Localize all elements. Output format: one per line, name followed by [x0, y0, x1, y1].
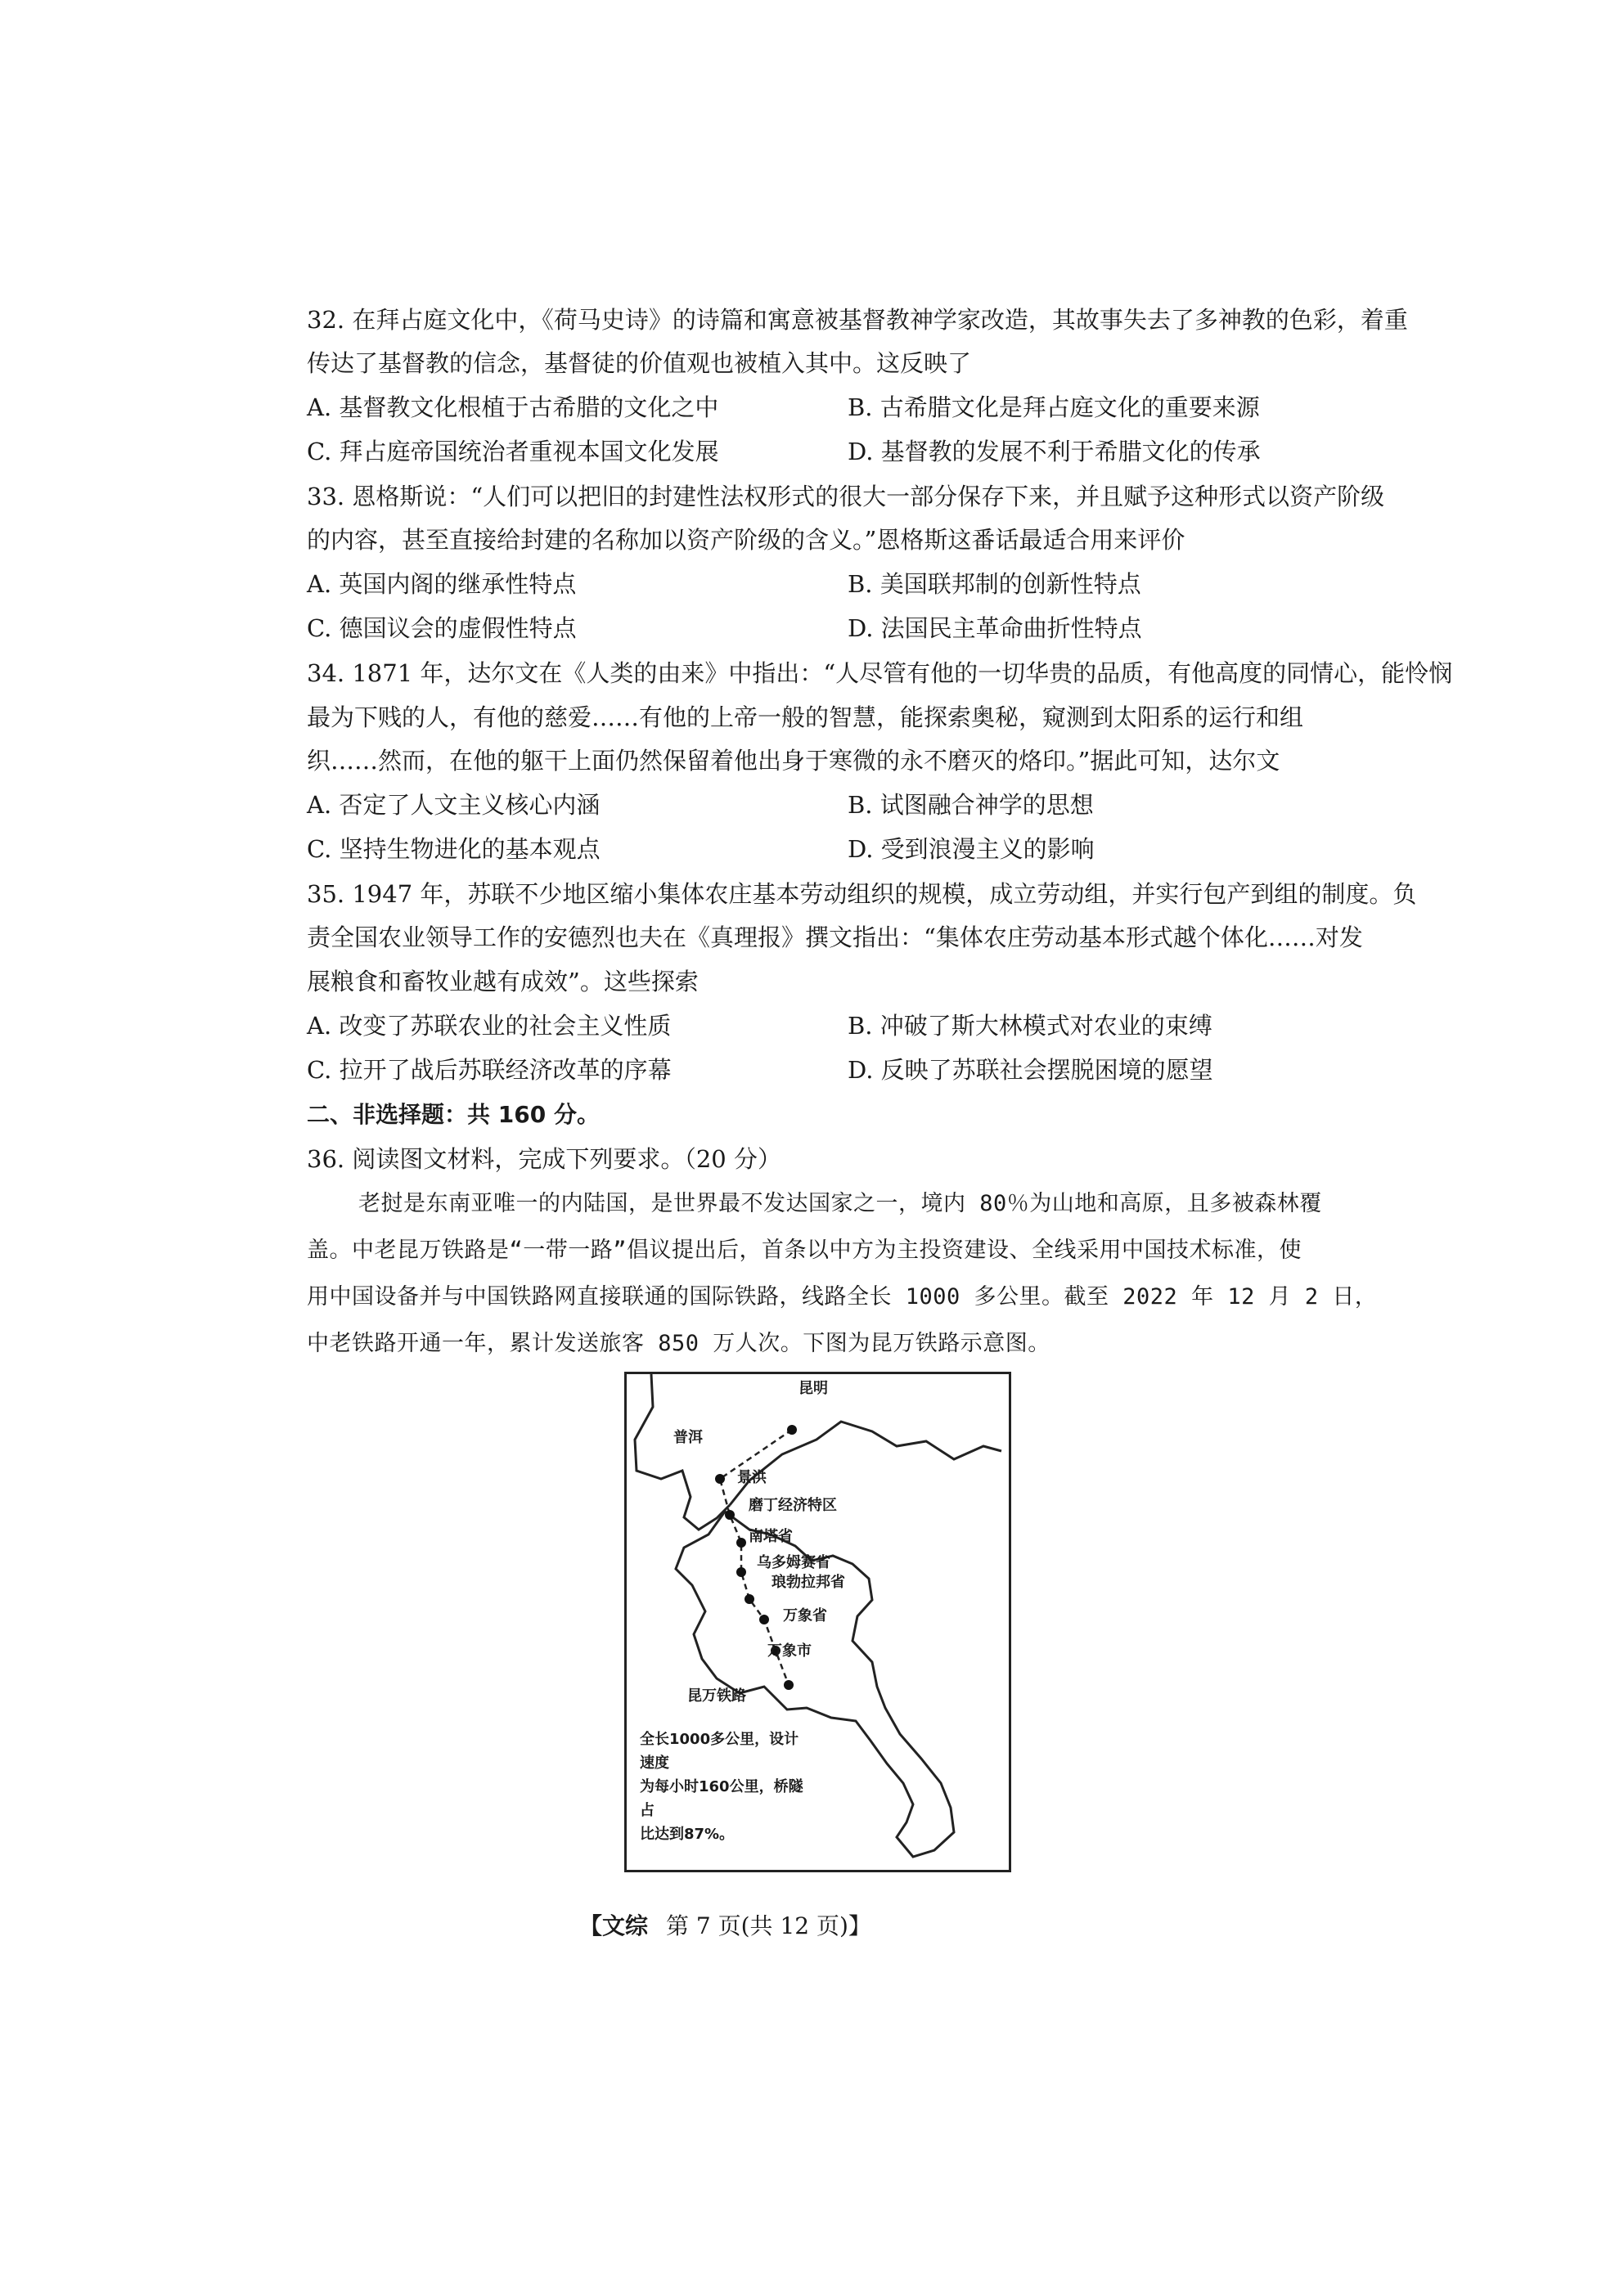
- yunnan-border: [635, 1374, 730, 1530]
- question-33-option-b: B. 美国联邦制的创新性特点: [848, 570, 1141, 598]
- label-luang-namtha: 南塔省: [749, 1528, 793, 1545]
- section-title: 二、非选择题：共 160 分。: [307, 1101, 600, 1128]
- question-34-line-3: 织……然而，在他的躯干上面仍然保留着他出身于寒微的永不磨灭的烙印。”据此可知，达尔文: [307, 747, 1280, 775]
- label-vientiane-city: 万象市: [767, 1642, 812, 1660]
- question-33-line-2: 的内容，甚至直接给封建的名称加以资产阶级的含义。”恩格斯这番话最适合用来评价: [307, 526, 1185, 554]
- question-32-option-d: D. 基督教的发展不利于希腊文化的传承: [848, 438, 1261, 465]
- material-line-1: 老挝是东南亚唯一的内陆国，是世界最不发达国家之一，境内 80％为山地和高原，且多被森林覆: [358, 1191, 1322, 1216]
- material-line-3: 用中国设备并与中国铁路网直接联通的国际铁路，线路全长 1000 多公里。截至 2022 年 12 月 2 日，: [307, 1284, 1378, 1310]
- station-dot-boten: [736, 1538, 746, 1548]
- question-34-option-b: B. 试图融合神学的思想: [848, 791, 1094, 819]
- question-35-line-1: 35. 1947 年，苏联不少地区缩小集体农庄基本劳动组织的规模，成立劳动组，并实行包产到组的制度。负: [307, 880, 1417, 908]
- route-note-line-2: 为每小时160公里，桥隧占: [640, 1778, 803, 1819]
- label-jinghong: 景洪: [737, 1469, 767, 1486]
- question-32-line-1: 32. 在拜占庭文化中，《荷马史诗》的诗篇和寓意被基督教神学家改造，其故事失去了多神教的色彩，着重: [307, 306, 1408, 334]
- question-33-option-d: D. 法国民主革命曲折性特点: [848, 614, 1142, 642]
- page-footer: [579, 1910, 871, 1943]
- station-dot-oudomxay: [745, 1594, 754, 1604]
- route-name: 昆万铁路: [687, 1687, 746, 1705]
- question-35-option-d: D. 反映了苏联社会摆脱困境的愿望: [848, 1056, 1213, 1084]
- china-laos-border: [730, 1422, 1001, 1505]
- question-33-option-c: C. 德国议会的虚假性特点: [307, 614, 577, 642]
- material-line-4: 中老铁路开通一年，累计发送旅客 850 万人次。下图为昆万铁路示意图。: [307, 1331, 1050, 1356]
- question-36-stem: 36. 阅读图文材料，完成下列要求。（20 分）: [307, 1145, 781, 1173]
- label-luang-prabang: 琅勃拉邦省: [772, 1574, 845, 1591]
- station-dot-puer: [715, 1474, 725, 1484]
- question-32-option-b: B. 古希腊文化是拜占庭文化的重要来源: [848, 393, 1260, 421]
- label-boten: 磨丁经济特区: [749, 1497, 837, 1514]
- question-32-line-2: 传达了基督教的信念，基督徒的价值观也被植入其中。这反映了: [307, 349, 972, 377]
- question-34-line-1: 34. 1871 年，达尔文在《人类的由来》中指出：“人尽管有他的一切华贵的品质，有他高度的同情心，能怜悯: [307, 659, 1453, 687]
- question-35-option-a: A. 改变了苏联农业的社会主义性质: [307, 1012, 672, 1040]
- station-dot-vientiane-city: [784, 1680, 794, 1690]
- question-35-line-3: 展粮食和畜牧业越有成效”。这些探索: [307, 968, 699, 995]
- railway-map: [624, 1372, 1011, 1872]
- footer-page: 第 7 页(共 12 页)】: [666, 1912, 871, 1939]
- question-32-option-c: C. 拜占庭帝国统治者重视本国文化发展: [307, 438, 719, 465]
- label-puer: 普洱: [673, 1429, 703, 1446]
- station-dot-luang-prabang: [759, 1615, 769, 1624]
- station-dot-jinghong: [725, 1510, 735, 1520]
- question-32-option-a: A. 基督教文化根植于古希腊的文化之中: [307, 393, 719, 421]
- route-note-line-1: 全长1000多公里，设计速度: [640, 1731, 799, 1772]
- footer-subject: 【文综: [579, 1912, 649, 1939]
- route-note: [640, 1728, 812, 1846]
- question-35-line-2: 责全国农业领导工作的安德烈也夫在《真理报》撰文指出：“集体农庄劳动基本形式越个体化……对发: [307, 923, 1363, 951]
- label-vientiane-province: 万象省: [783, 1607, 827, 1624]
- station-dot-kunming: [787, 1425, 797, 1435]
- label-oudomxay: 乌多姆赛省: [757, 1554, 830, 1571]
- question-35-option-c: C. 拉开了战后苏联经济改革的序幕: [307, 1056, 672, 1084]
- station-dot-luang-namtha: [736, 1567, 746, 1577]
- question-35-option-b: B. 冲破了斯大林模式对农业的束缚: [848, 1012, 1212, 1040]
- route-note-line-3: 比达到87%。: [640, 1826, 735, 1843]
- question-34-option-c: C. 坚持生物进化的基本观点: [307, 835, 601, 863]
- question-33-line-1: 33. 恩格斯说：“人们可以把旧的封建性法权形式的很大一部分保存下来，并且赋予这种形式以资产阶级: [307, 483, 1385, 510]
- question-33-option-a: A. 英国内阁的继承性特点: [307, 570, 577, 598]
- material-line-2: 盖。中老昆万铁路是“一带一路”倡议提出后，首条以中方为主投资建设、全线采用中国技术标准，使: [307, 1238, 1302, 1263]
- label-kunming: 昆明: [799, 1380, 828, 1397]
- question-34-option-d: D. 受到浪漫主义的影响: [848, 835, 1095, 863]
- question-34-line-2: 最为下贱的人，有他的慈爱……有他的上帝一般的智慧，能探索奥秘，窥测到太阳系的运行和组: [307, 703, 1304, 731]
- question-34-option-a: A. 否定了人文主义核心内涵: [307, 791, 601, 819]
